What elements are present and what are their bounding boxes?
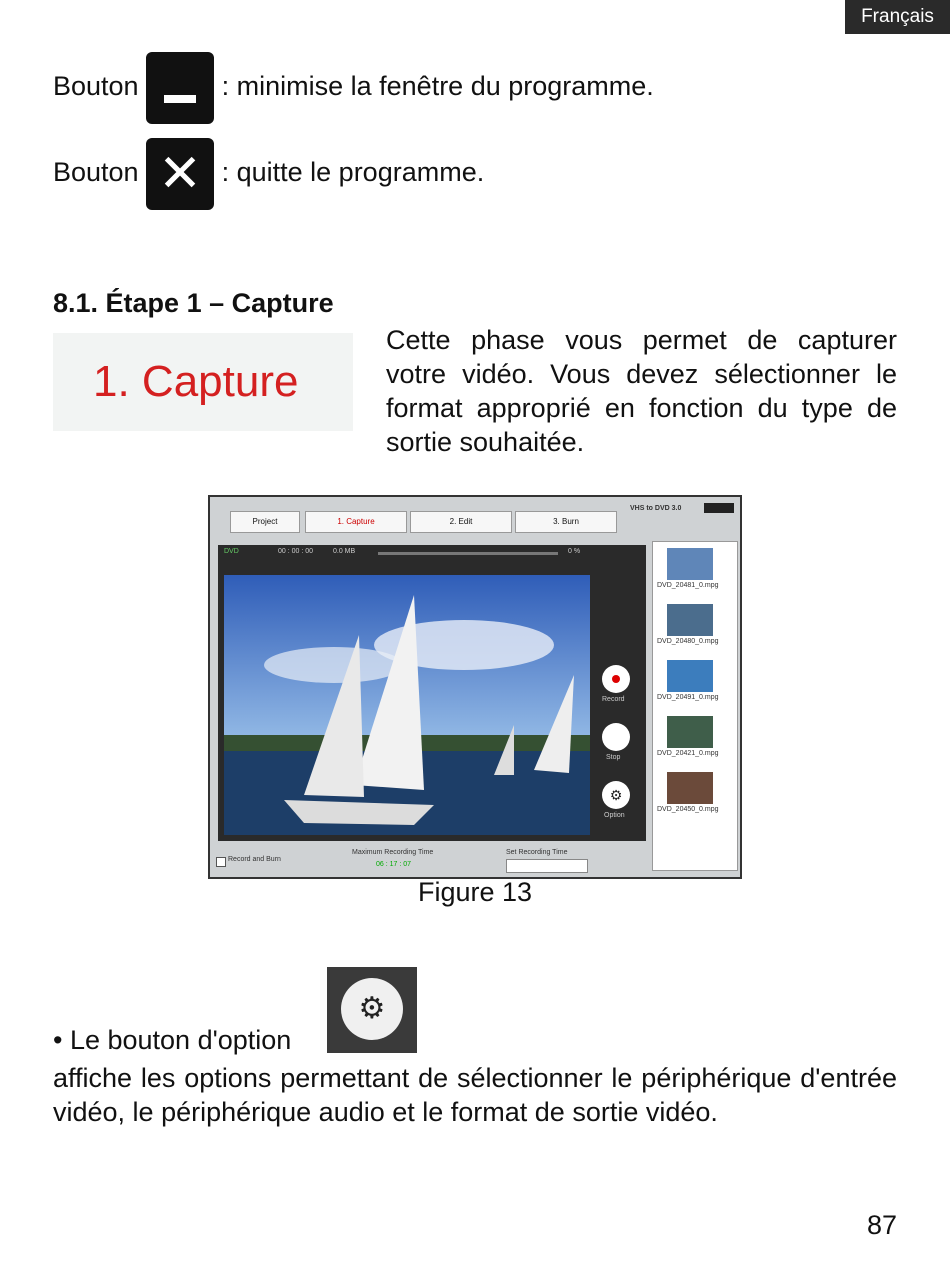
stop-label: Stop — [606, 754, 621, 761]
sailboat-preview — [224, 575, 590, 835]
option-description: affiche les options permettant de sélectionner le périphérique d'entrée vidéo, le périphérique audio et le format de sortie vidéo. — [53, 1063, 897, 1127]
thumbnail-label: DVD_20491_0.mpg — [657, 694, 719, 701]
thumbnail-image[interactable] — [667, 772, 713, 804]
page-number: 87 — [866, 1210, 897, 1240]
video-panel — [218, 545, 646, 841]
close-button-line — [53, 138, 484, 210]
set-time-label: Set Recording Time — [506, 849, 568, 856]
close-icon: ✕ — [146, 138, 214, 210]
thumbnail-image[interactable] — [667, 716, 713, 748]
status-format: DVD — [224, 548, 239, 555]
section-heading: 8.1. Étape 1 – Capture — [53, 288, 334, 318]
minimize-button-line — [53, 52, 654, 124]
thumbnail-label: DVD_20421_0.mpg — [657, 750, 719, 757]
bullet-text: • Le bouton d'option — [53, 1025, 292, 1055]
thumbnail-list — [652, 541, 738, 871]
progress-track — [378, 552, 558, 555]
section-paragraph: Cette phase vous permet de capturer votre vidéo. Vous devez sélectionner le format approprié en fonction du type de sortie souhaitée. — [386, 325, 897, 457]
record-button[interactable] — [602, 665, 630, 693]
tab-capture: 1. Capture — [305, 511, 407, 533]
option-button-image — [327, 967, 417, 1053]
status-percent: 0 % — [568, 548, 581, 555]
thumbnail-image[interactable] — [667, 660, 713, 692]
figure-caption: Figure 13 — [417, 877, 533, 907]
max-time-label: Maximum Recording Time — [352, 849, 434, 856]
minimize-description: : minimise la fenêtre du programme. — [221, 71, 654, 102]
app-title: VHS to DVD 3.0 — [630, 505, 682, 512]
thumbnail-image[interactable] — [667, 548, 713, 580]
record-and-burn-checkbox[interactable] — [216, 857, 226, 867]
record-label: Record — [602, 696, 625, 703]
stop-button[interactable] — [602, 723, 630, 751]
close-description: : quitte le programme. — [221, 157, 485, 188]
window-controls — [704, 503, 734, 513]
thumbnail-label: DVD_20480_0.mpg — [657, 638, 719, 645]
tab-project: Project — [230, 511, 300, 533]
gears-icon: ⚙ — [341, 978, 403, 1040]
tab-edit: 2. Edit — [410, 511, 512, 533]
language-tab: Français — [845, 0, 950, 34]
minimize-icon — [146, 52, 214, 124]
bouton-label: Bouton — [53, 71, 139, 102]
thumbnail-label: DVD_20481_0.mpg — [657, 582, 719, 589]
record-and-burn-label: Record and Burn — [228, 856, 281, 863]
thumbnail-image[interactable] — [667, 604, 713, 636]
option-button[interactable]: ⚙ — [602, 781, 630, 809]
capture-screenshot — [208, 495, 742, 879]
status-size: 0.0 MB — [333, 548, 356, 555]
status-time: 00 : 00 : 00 — [278, 548, 314, 555]
option-label: Option — [604, 812, 625, 819]
capture-step-image: 1. Capture — [53, 333, 353, 431]
thumbnail-label: DVD_20450_0.mpg — [657, 806, 719, 813]
tab-burn: 3. Burn — [515, 511, 617, 533]
bouton-label: Bouton — [53, 157, 139, 188]
max-time-value: 06 : 17 : 07 — [376, 861, 412, 868]
set-time-input[interactable] — [506, 859, 588, 873]
